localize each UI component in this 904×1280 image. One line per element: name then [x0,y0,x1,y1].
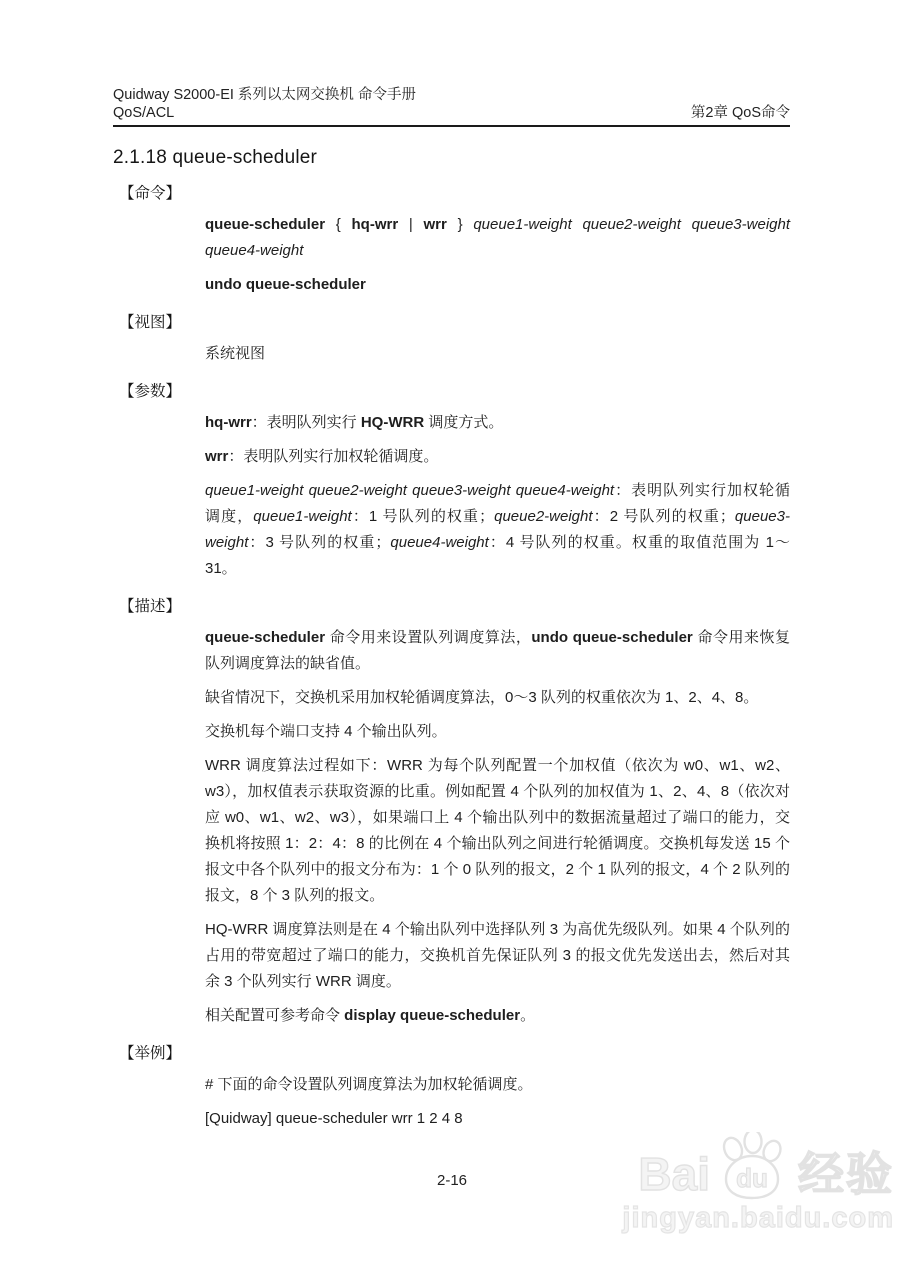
watermark-url: jingyan.baidu.com [622,1202,894,1234]
text-segment: ：2 号队列的权重； [592,508,735,525]
text-segment: WRR 调度算法过程如下：WRR 为每个队列配置一个加权值（依次为 w0、w1、w2、w3），加权值表示获取资源的比重。例如配置 4 个队列的加权值为 1、2、4、8（依次对应 w0、w1、w2、w3），如果端口上 4 个输出队列中的数据流量超过了端口的能力，交换机将按照 1：2：4：8 的比例在 4 个输出队列之间进行轮循调度。交换机每发送 15 个报文中各个队列中的报文分布为：1 个 0 队列的报文，2 个 1 队列的报文，4 个 2 队列的报文，8 个 3 队列的报文。 [205,757,790,904]
text-segment: queue-scheduler [205,629,326,646]
text-segment: queue1-weight queue2-weight queue3-weight queue4-weight [205,216,790,259]
label-example: 【举例】 [119,1045,182,1062]
watermark-brand-suffix: du [736,1163,768,1193]
text-segment: 。 [520,1007,536,1024]
watermark-brand-cn: 经验 [798,1148,894,1200]
text-segment: HQ-WRR [360,414,425,431]
text-segment: 缺省情况下，交换机采用加权轮循调度算法，0～3 队列的权重依次为 1、2、4、8。 [205,689,759,706]
text-segment: wrr [423,216,447,233]
desc-hq-wrr-algorithm [205,917,790,995]
command-undo [205,272,790,298]
text-segment: ：4 号队列的权重。权重的取值范围为 1～31。 [205,534,790,577]
example-command-line [205,1106,790,1132]
watermark-brand-row [622,1146,894,1202]
text-segment: display queue-scheduler [344,1007,521,1024]
text-segment: } [446,216,474,233]
page-header [113,0,790,127]
desc-related-command [205,1003,790,1029]
text-segment: 交换机每个端口支持 4 个输出队列。 [205,723,447,740]
desc-wrr-algorithm [205,753,790,909]
baidu-jingyan-watermark [622,1146,894,1235]
text-segment: hq-wrr [351,216,399,233]
text-segment: ：1 号队列的权重； [351,508,495,525]
page-number: 2-16 [436,1172,468,1189]
text-segment: # 下面的命令设置队列调度算法为加权轮循调度。 [205,1076,533,1093]
text-segment: queue1-weight queue2-weight queue3-weight queue4-weight [205,482,615,499]
text-segment: queue1-weight [253,508,352,525]
manual-title: Quidway S2000-EI 系列以太网交换机 命令手册 [113,87,416,103]
text-segment: 相关配置可参考命令 [205,1007,345,1024]
text-segment: ：表明队列实行加权轮循调度。 [228,448,439,465]
text-segment: 命令用来恢复队列调度算法的缺省值。 [205,629,791,672]
desc-usage [205,625,790,677]
chapter-title: 第2章 QoS命令 [690,105,790,121]
param-hq-wrr [205,410,790,436]
label-params: 【参数】 [119,383,182,400]
header-subtitle-row [113,104,790,122]
label-description: 【描述】 [119,598,182,615]
section-heading: 2.1.18 queue-scheduler [113,147,318,168]
text-segment: queue-scheduler [205,216,326,233]
text-segment: [Quidway] queue-scheduler wrr 1 2 4 8 [205,1110,463,1127]
text-segment: ：3 号队列的权重； [248,534,391,551]
text-segment: HQ-WRR 调度算法则是在 4 个输出队列中选择队列 3 为高优先级队列。如果 4 个队列的占用的带宽超过了端口的能力，交换机首先保证队列 3 的报文优先发送出去，然后对其余 3 个队列实行 WRR 调度。 [205,921,790,990]
param-queue-weights [205,478,790,582]
text-segment: undo queue-scheduler [531,629,693,646]
page-content [113,0,790,1132]
label-view: 【视图】 [119,314,182,331]
text-segment: wrr [205,448,229,465]
example-comment [205,1072,790,1098]
text-segment: queue4-weight [390,534,489,551]
label-command: 【命令】 [119,185,182,202]
text-segment: 命令用来设置队列调度算法， [325,629,532,646]
command-syntax [205,212,790,264]
param-wrr [205,444,790,470]
text-segment: hq-wrr [205,414,252,431]
text-segment: undo queue-scheduler [205,276,366,293]
module-name: QoS/ACL [113,105,175,121]
text-segment: ：表明队列实行加权轮循调度， [205,482,790,525]
text-segment: 调度方式。 [424,414,504,431]
paw-icon [712,1132,788,1202]
desc-default [205,685,790,711]
text-segment: | [398,216,424,233]
watermark-brand-prefix: Bai [638,1148,710,1200]
view-text: 系统视图 [205,345,266,362]
desc-ports [205,719,790,745]
text-segment: ：表明队列实行 [251,414,361,431]
text-segment: queue2-weight [494,508,593,525]
text-segment: queue3-weight [205,508,790,551]
text-segment: { [325,216,352,233]
